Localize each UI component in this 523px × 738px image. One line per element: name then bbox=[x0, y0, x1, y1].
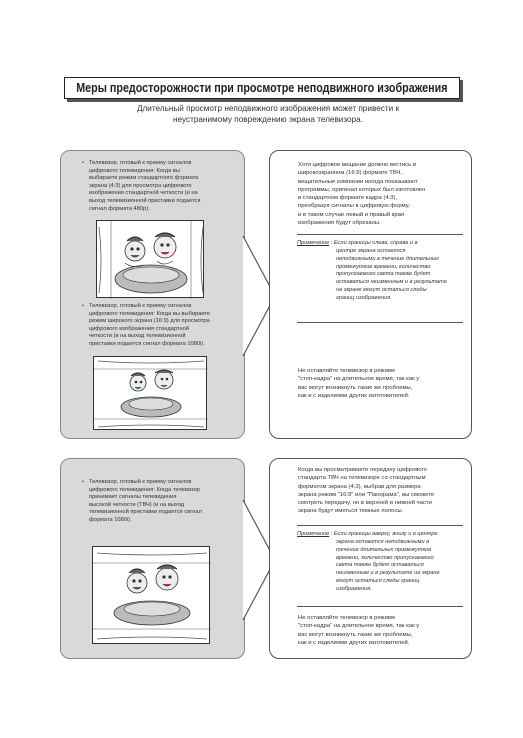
bullet-line: формата 1080i). bbox=[89, 516, 132, 523]
text-line: "стоп-кадра" на длительное время, так как у bbox=[298, 623, 420, 630]
section2-note bbox=[297, 531, 469, 592]
note-line: неизменным и в результате на экране bbox=[336, 570, 440, 577]
bullet-line: цифрового изображения стандартной bbox=[89, 325, 189, 332]
bullet-line: изображения стандартной четкости (и на bbox=[89, 190, 198, 197]
text-line: Хотя цифровое вещание должно вестись в bbox=[298, 162, 416, 168]
note-label: Примечание bbox=[297, 531, 330, 537]
text-line: как и с изделиями других изготовителей. bbox=[298, 639, 410, 646]
section1-bullet1 bbox=[82, 160, 239, 213]
section2-right-text bbox=[298, 466, 470, 516]
bullet-line: цифрового телевидения: Когда вы bbox=[89, 167, 180, 174]
divider bbox=[297, 322, 463, 323]
text-line: программы, оригинал которых был изготовлен bbox=[298, 186, 426, 193]
bullet-line: Телевизор, готовый к приему сигналов bbox=[89, 160, 192, 166]
text-line: как и с изделиями других изготовителей. bbox=[298, 392, 410, 399]
bullet-line: Телевизор, готовый к приему сигналов bbox=[89, 303, 192, 309]
text-line: стандарта ТВЧ на телевизоре со стандартным bbox=[298, 475, 426, 482]
section1-note bbox=[297, 240, 467, 301]
text-line: форматом экрана (4:3), выбрав для размера bbox=[298, 483, 421, 490]
section2-bottom-text bbox=[298, 614, 470, 647]
divider bbox=[297, 525, 463, 526]
cartoon-tv-image-icon bbox=[93, 547, 211, 645]
text-line: и в таком случае левый и правый края bbox=[298, 211, 405, 218]
section2-bullet1 bbox=[82, 479, 239, 525]
section1-tv1-illustration bbox=[96, 220, 204, 298]
bullet-line: Телевизор, готовый к приему сигналов bbox=[89, 479, 192, 485]
intro-line: Длительный просмотр неподвижного изображения может привести к bbox=[136, 104, 400, 113]
text-line: вещательные компании иногда показывают bbox=[298, 178, 418, 185]
bullet-line: сигнал формата 480p). bbox=[89, 205, 150, 212]
note-line: могут остаться следы границ bbox=[336, 577, 420, 584]
bullet-line: выход телевизионной приставки подается bbox=[89, 197, 201, 204]
cartoon-tv-image-icon bbox=[94, 357, 208, 431]
note-line: оставаться неизменным и в результате bbox=[336, 279, 447, 286]
bullet-dot: • bbox=[82, 479, 84, 485]
page-title-box bbox=[64, 77, 460, 99]
text-line: в стандартном формате кадра (4:3), bbox=[298, 195, 398, 202]
text-line: "стоп-кадра" на длительное время, так как у bbox=[298, 376, 420, 383]
section2-tv-illustration bbox=[92, 546, 210, 644]
note-line: границ изображения. bbox=[336, 294, 392, 301]
text-line: Когда вы просматриваете передачу цифрового bbox=[298, 467, 427, 473]
text-line: вас могут возникнуть такие же проблемы, bbox=[298, 631, 413, 638]
bullet-line: цифрового телевидения: Когда телевизор bbox=[89, 486, 200, 493]
text-line: смотреть передачу, но в верхней и нижней части bbox=[298, 500, 432, 507]
note-line: света также будет оставаться bbox=[336, 562, 424, 569]
divider bbox=[297, 606, 463, 607]
note-line: течение длительных промежутков bbox=[336, 546, 432, 553]
text-line: широкоэкранном (16:9) формате ТВЧ, bbox=[298, 170, 403, 177]
bullet-line: четкости (и на выход телевизионной bbox=[89, 333, 186, 340]
note-line: промежутков времени, количество bbox=[336, 263, 431, 270]
cartoon-tv-image-icon bbox=[97, 221, 205, 299]
note-line: неподвижными в течение длительных bbox=[336, 255, 439, 262]
section1-right-text bbox=[298, 161, 468, 227]
note-line: времени, количество пропускаемого bbox=[336, 554, 434, 561]
note-line: на экране могут остаться следы bbox=[336, 286, 427, 293]
bullet-dot: • bbox=[82, 160, 84, 166]
note-line: изображения. bbox=[336, 585, 372, 592]
bullet-line: высокой четкости (ТВЧ) (и на выход bbox=[89, 501, 185, 508]
bullet-line: приставки подается сигнал формата 1080i). bbox=[89, 340, 205, 347]
text-line: Не оставляйте телевизор в режиме bbox=[298, 368, 396, 374]
bullet-dot: • bbox=[82, 303, 84, 309]
section1-tv2-illustration bbox=[93, 356, 207, 430]
intro-text bbox=[90, 103, 446, 125]
text-line: экрана будут иметься темные полосы. bbox=[298, 508, 404, 515]
note-line: пропускаемого света также будет bbox=[336, 271, 431, 278]
text-line: Не оставляйте телевизор в режиме bbox=[298, 615, 396, 621]
note-line: экрана остаются неподвижными в bbox=[336, 539, 430, 545]
text-line: экрана режим "16:9" или "Панорама", вы сможете bbox=[298, 491, 435, 498]
divider bbox=[297, 234, 463, 235]
bullet-line: выбираете режим стандартного формата bbox=[89, 175, 199, 182]
note-line: центре экрана остаются bbox=[336, 248, 406, 254]
intro-line: неустранимому повреждению экрана телевизора. bbox=[173, 115, 363, 124]
note-line: : Если границы вверху, внизу и в центре bbox=[330, 531, 438, 537]
bullet-line: режим широкого экрана (16:9) для просмотра bbox=[89, 318, 210, 325]
text-line: изображения будут обрезаны. bbox=[298, 220, 381, 227]
page-title: Меры предосторожности при просмотре неподвижного изображения bbox=[76, 81, 448, 95]
bullet-line: экрана (4:3) для просмотра цифрового bbox=[89, 182, 192, 189]
note-line: : Если границы слева, справа и в bbox=[330, 240, 418, 246]
text-line: вас могут возникнуть такие же проблемы, bbox=[298, 384, 413, 391]
bullet-line: принимает сигналы телевидения bbox=[89, 494, 177, 501]
note-label: Примечание bbox=[297, 240, 330, 246]
section1-bottom-text bbox=[298, 367, 468, 400]
bullet-line: цифрового телевидения: Когда вы выбираете bbox=[89, 310, 211, 317]
text-line: преобразуя сигналы в цифровую форму, bbox=[298, 203, 410, 210]
section1-bullet2 bbox=[82, 303, 244, 349]
bullet-line: телевизионной приставки подается сигнал bbox=[89, 509, 202, 516]
